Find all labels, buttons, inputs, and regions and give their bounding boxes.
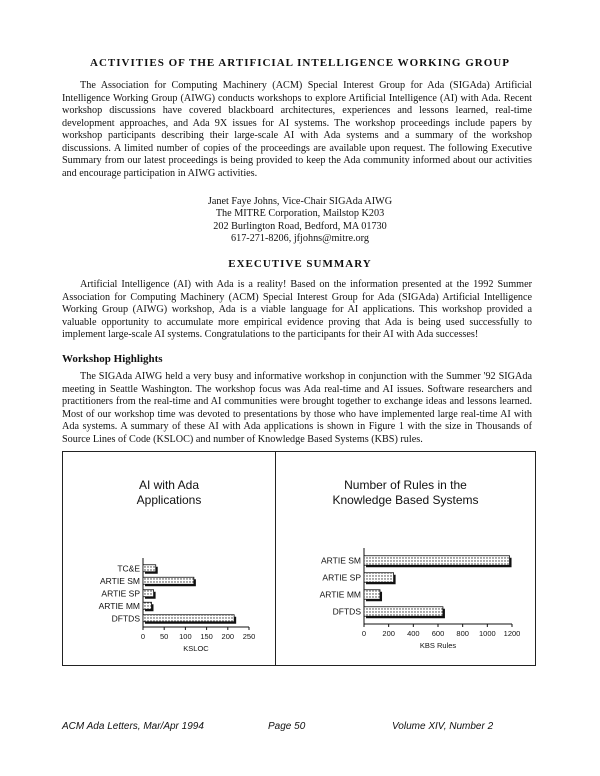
contact-phone-email: 617-271-8206, jfjohns@mitre.org — [231, 232, 369, 244]
chart-ksloc-svg — [63, 452, 275, 665]
chart-kbs-rules-svg — [276, 452, 535, 665]
ksloc-bar — [143, 602, 151, 609]
intro-paragraph: The Association for Computing Machinery (ACM) Special Interest Group for Ada (SIGAda) Artificial Intelligence Working Group (AIWG) conducts workshops to explore Artificial Intelligence (AI) with Ada. Recent workshop discussions have covered blackboard architectures, experiences and lessons learned, real-time development approaches, and Ada 9X issues for AI systems. The workshop proceedings include papers by workshop participants describing their large-scale AI with Ada systems and a summary of the workshop discussions. A limited number of copies of the proceedings are available upon request. The following Executive Summary from our latest proceedings is being provided to keep the Ada community informed about our activities and encourage participation in AIWG activities. — [62, 80, 532, 179]
kbs-bar — [364, 556, 510, 566]
ksloc-bar — [143, 565, 156, 572]
ksloc-bar — [143, 590, 154, 597]
chart-kbs-rules-title-line1: Number of Rules in the — [344, 478, 467, 492]
kbs-tick-label: 0 — [361, 629, 367, 638]
ksloc-category-label: TC&E — [117, 563, 140, 574]
section-heading-workshop-highlights: Workshop Highlights — [62, 353, 163, 365]
highlights-paragraph: The SIGAda AIWG held a very busy and informative workshop in conjunction with the Summer '92 SIGAda meeting in Seattle Washington. The workshop focus was Ada real-time and AI issues. Software researchers and practitioners from the real-time and AI communities were brought together to exchange ideas and lessons learned. Most of our workshop time was devoted to presentations by those who have implemented large real-time AI with Ada systems. A summary of these AI with Ada applications is shown in Figure 1 with the size in Thousands of Source Lines of Code (KSLOC) and number of Knowledge Based Systems (KBS) rules. — [62, 371, 532, 445]
contact-name: Janet Faye Johns, Vice-Chair SIGAda AIWG — [207, 196, 393, 207]
chart-kbs-rules — [276, 452, 535, 665]
kbs-tick-label: 1200 — [503, 629, 521, 638]
kbs-bar — [364, 573, 394, 583]
page-title: ACTIVITIES OF THE ARTIFICIAL INTELLIGENCE WORKING GROUP — [90, 57, 510, 69]
kbs-category-label: ARTIE MM — [319, 589, 361, 600]
ksloc-category-label: ARTIE MM — [98, 600, 140, 611]
kbs-tick-label: 600 — [431, 629, 445, 638]
chart-ksloc-title-line2: Applications — [136, 493, 202, 507]
kbs-x-axis-label: KBS Rules — [419, 641, 457, 650]
summary-paragraph: Artificial Intelligence (AI) with Ada is a reality! Based on the information presented at the 1992 Summer Association for Computing Machinery (ACM) Special Interest Group for Ada (SIGAda) Artificial Intelligence Working Group (AIWG) workshop, Ada is a viable language for AI applications. This workshop provided a valuable opportunity to accumulate more empirical evidence proving that Ada is being used successfully to implement large-scale AI systems. Congratulations to the participants for their AI with Ada successes! — [62, 279, 532, 340]
ksloc-tick-label: 150 — [200, 632, 213, 641]
contact-address: 202 Burlington Road, Bedford, MA 01730 — [213, 220, 387, 232]
kbs-bar — [364, 607, 443, 617]
ksloc-category-label: ARTIE SM — [100, 575, 140, 586]
figure-1 — [62, 451, 536, 666]
kbs-bar — [364, 590, 380, 600]
section-heading-executive-summary: EXECUTIVE SUMMARY — [228, 258, 372, 270]
kbs-tick-label: 400 — [407, 629, 420, 638]
footer-page-number: Page 50 — [268, 721, 306, 732]
ksloc-bar — [143, 615, 234, 622]
kbs-tick-label: 200 — [382, 629, 395, 638]
chart-kbs-rules-title-line2: Knowledge Based Systems — [332, 493, 479, 507]
footer-publication: ACM Ada Letters, Mar/Apr 1994 — [62, 721, 204, 732]
ksloc-tick-label: 50 — [160, 632, 169, 641]
ksloc-category-label: DFTDS — [111, 613, 140, 624]
ksloc-tick-label: 0 — [140, 632, 146, 641]
chart-ksloc — [63, 452, 275, 665]
chart-ksloc-title-line1: AI with Ada — [138, 478, 200, 492]
kbs-tick-label: 1000 — [478, 629, 496, 638]
footer-volume: Volume XIV, Number 2 — [392, 721, 494, 732]
contact-block — [0, 196, 600, 245]
kbs-category-label: ARTIE SM — [321, 555, 361, 566]
ksloc-tick-label: 100 — [179, 632, 192, 641]
ksloc-tick-label: 250 — [242, 632, 256, 641]
kbs-category-label: DFTDS — [332, 606, 361, 617]
ksloc-tick-label: 200 — [221, 632, 235, 641]
ksloc-category-label: ARTIE SP — [101, 588, 140, 599]
ksloc-bar — [143, 577, 194, 584]
kbs-category-label: ARTIE SP — [322, 572, 361, 583]
contact-organization: The MITRE Corporation, Mailstop K203 — [215, 208, 385, 220]
kbs-tick-label: 800 — [456, 629, 469, 638]
ksloc-x-axis-label: KSLOC — [183, 644, 209, 653]
